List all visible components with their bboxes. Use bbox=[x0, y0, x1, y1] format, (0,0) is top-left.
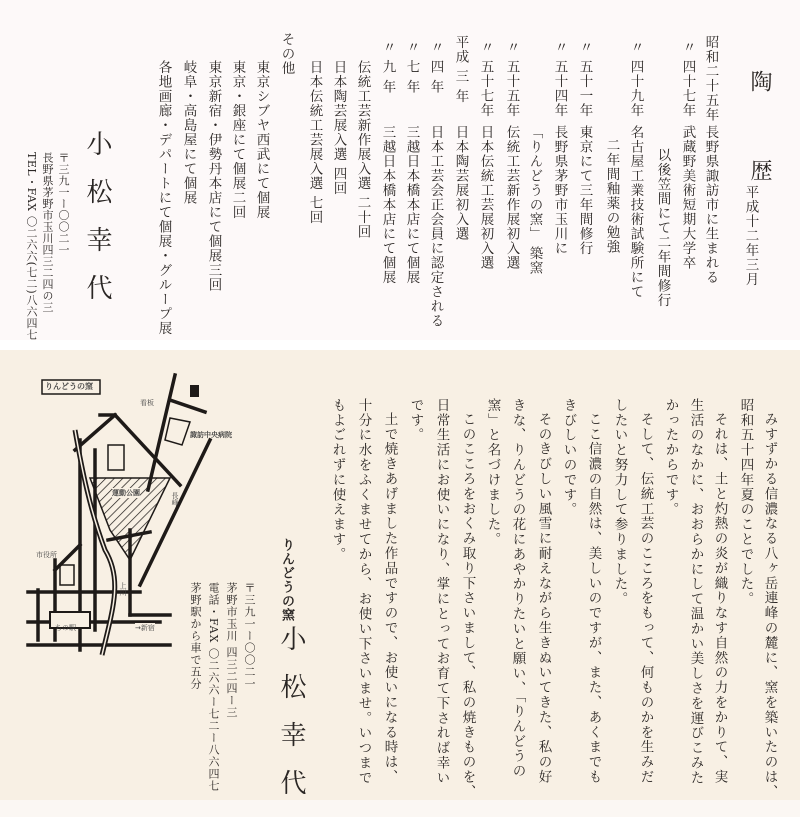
message-line: 昭和五十四年夏のことでした。 bbox=[737, 398, 754, 607]
history-title: 陶 歴 bbox=[747, 70, 772, 211]
award-item: 日本陶芸展入選 四回 bbox=[330, 60, 347, 196]
tel-fax: 電話・FAX 〇二六六ー七二ー八六四七 bbox=[207, 582, 220, 792]
message-line: そして、伝統工芸のこころをもって、何ものかを生みだ bbox=[637, 412, 654, 785]
other-item: 各地画廊・デパートにて個展・グループ展 bbox=[155, 60, 172, 336]
history-year: 〃 九 年 bbox=[379, 40, 396, 95]
pottery-history-panel bbox=[0, 0, 800, 340]
kiln-name: りんどうの窯 bbox=[279, 538, 294, 622]
message-line: みすずかる信濃なる八ヶ岳連峰の麓に、窯を築いたのは、 bbox=[761, 412, 778, 800]
map-drawing bbox=[20, 360, 250, 660]
artist-name: 小松幸代 bbox=[276, 625, 306, 817]
message-line: もよごれずに使えます。 bbox=[329, 398, 346, 562]
map-label-nagamine: 長峰 bbox=[171, 492, 179, 506]
history-event: 以後笠間にて二年間修行 bbox=[654, 148, 671, 308]
address: 長野県茅野市玉川四三二四の三 bbox=[41, 152, 54, 313]
history-event: 二年間釉薬の勉強 bbox=[603, 138, 620, 254]
history-year: 〃 四十九年 bbox=[627, 40, 644, 118]
message-line: したいと努力して参りました。 bbox=[611, 398, 628, 607]
history-year: 〃 五十四年 bbox=[551, 40, 568, 118]
artist-name: 小松幸代 bbox=[82, 130, 112, 322]
map-label-park: 運動公園 bbox=[112, 489, 140, 497]
map-label-city-hall: 市役所 bbox=[36, 551, 57, 559]
message-line: そのきびしい風雪に耐えながら生きぬいてきた、私の好 bbox=[535, 412, 552, 785]
message-line: 生活のなかに、おおらかにして温かい美しさを運びこみた bbox=[687, 398, 704, 786]
directions: 茅野駅から車で五分 bbox=[189, 582, 202, 690]
other-item: 岐阜・高島屋にて個展 bbox=[180, 60, 197, 205]
history-year: 〃 四十七年 bbox=[679, 40, 696, 118]
other-item: 東京新宿・伊勢丹本店にて個展三回 bbox=[205, 60, 222, 292]
history-event: 武蔵野美術短期大学卒 bbox=[679, 125, 696, 270]
message-line: です。 bbox=[407, 398, 424, 443]
message-line: 日常生活にお使いになり、掌にとってお育て下されば幸い bbox=[433, 398, 450, 786]
award-item: 伝統工芸新作展入選 二十回 bbox=[354, 60, 371, 240]
greeting-panel bbox=[0, 350, 800, 817]
history-year: 平成 三 年 bbox=[452, 35, 469, 104]
history-date: 平成十二年三月 bbox=[742, 185, 759, 287]
tel-fax: TEL・FAX 〇二六六(七二)八六四七 bbox=[25, 152, 38, 341]
message-line: 窯」と名づけました。 bbox=[484, 398, 501, 547]
other-item: 東京・銀座にて個展二回 bbox=[229, 60, 246, 220]
message-line: きびしいのです。 bbox=[560, 398, 577, 518]
message-line: ここ信濃の自然は、美しいのですが、また、あくまでも bbox=[585, 412, 602, 785]
postal-code: 〒三九一ー〇〇二一 bbox=[57, 152, 70, 256]
map-label-signboard: 看板 bbox=[140, 399, 154, 407]
message-line: それは、土と灼熱の炎が織りなす自然の力をかりて、実 bbox=[711, 412, 728, 785]
history-event: 日本伝統工芸展初入選 bbox=[477, 125, 494, 270]
message-line: かったからです。 bbox=[662, 398, 679, 518]
history-year: 〃 五十五年 bbox=[503, 40, 520, 118]
address: 茅野市玉川 四三二四ー三 bbox=[225, 582, 238, 719]
history-event: 長野県諏訪市に生まれる bbox=[702, 125, 719, 285]
history-event: 三越日本橋本店にて個展 bbox=[403, 125, 420, 285]
history-event: 伝統工芸新作展初入選 bbox=[503, 125, 520, 270]
history-year: 〃 四 年 bbox=[427, 40, 444, 95]
map-label-river: 上川 bbox=[119, 582, 127, 596]
history-event: 日本陶芸展初入選 bbox=[452, 125, 469, 241]
other-item: 東京シブヤ西武にて個展 bbox=[253, 60, 270, 220]
map-label-to-shinjuku: →新宿 bbox=[135, 624, 155, 632]
access-map bbox=[20, 360, 250, 660]
message-line: きな、りんどうの花にあやかりたいと願い、「りんどうの bbox=[509, 398, 526, 779]
history-event: 日本工芸会正会員に認定される bbox=[427, 125, 444, 328]
history-year: 昭和二十五年 bbox=[702, 35, 719, 122]
postal-code: 〒三九一ー〇〇二一 bbox=[243, 582, 256, 690]
message-line: 土で焼きあげました作品ですので、お使いになる時は、 bbox=[381, 412, 398, 785]
message-line: 十分に水をふくませてから、お使い下さいませ。いつまで bbox=[355, 398, 372, 786]
history-event: 長野県茅野市玉川に bbox=[551, 125, 568, 256]
award-item: 日本伝統工芸展入選 七回 bbox=[306, 60, 323, 225]
map-label-station: ちの駅 bbox=[55, 624, 76, 632]
panel-divider bbox=[0, 340, 800, 350]
history-event: 東京にて三年間修行 bbox=[576, 125, 593, 256]
map-label-kiln: りんどうの窯 bbox=[45, 382, 93, 391]
history-event: 三越日本橋本店にて個展 bbox=[379, 125, 396, 285]
history-event: 名古屋工業技術試験所にて bbox=[627, 125, 644, 299]
map-label-hospital: 諏訪中央病院 bbox=[190, 431, 232, 439]
history-event: 「りんどうの窯」 築窯 bbox=[526, 125, 543, 276]
history-year: 〃 七 年 bbox=[403, 40, 420, 95]
history-year: 〃 五十七年 bbox=[477, 40, 494, 118]
other-heading: その他 bbox=[278, 32, 295, 76]
history-year: 〃 五十一年 bbox=[576, 40, 593, 118]
message-line: このこころをおくみ取り下さいまして、私の焼きものを、 bbox=[459, 412, 476, 800]
